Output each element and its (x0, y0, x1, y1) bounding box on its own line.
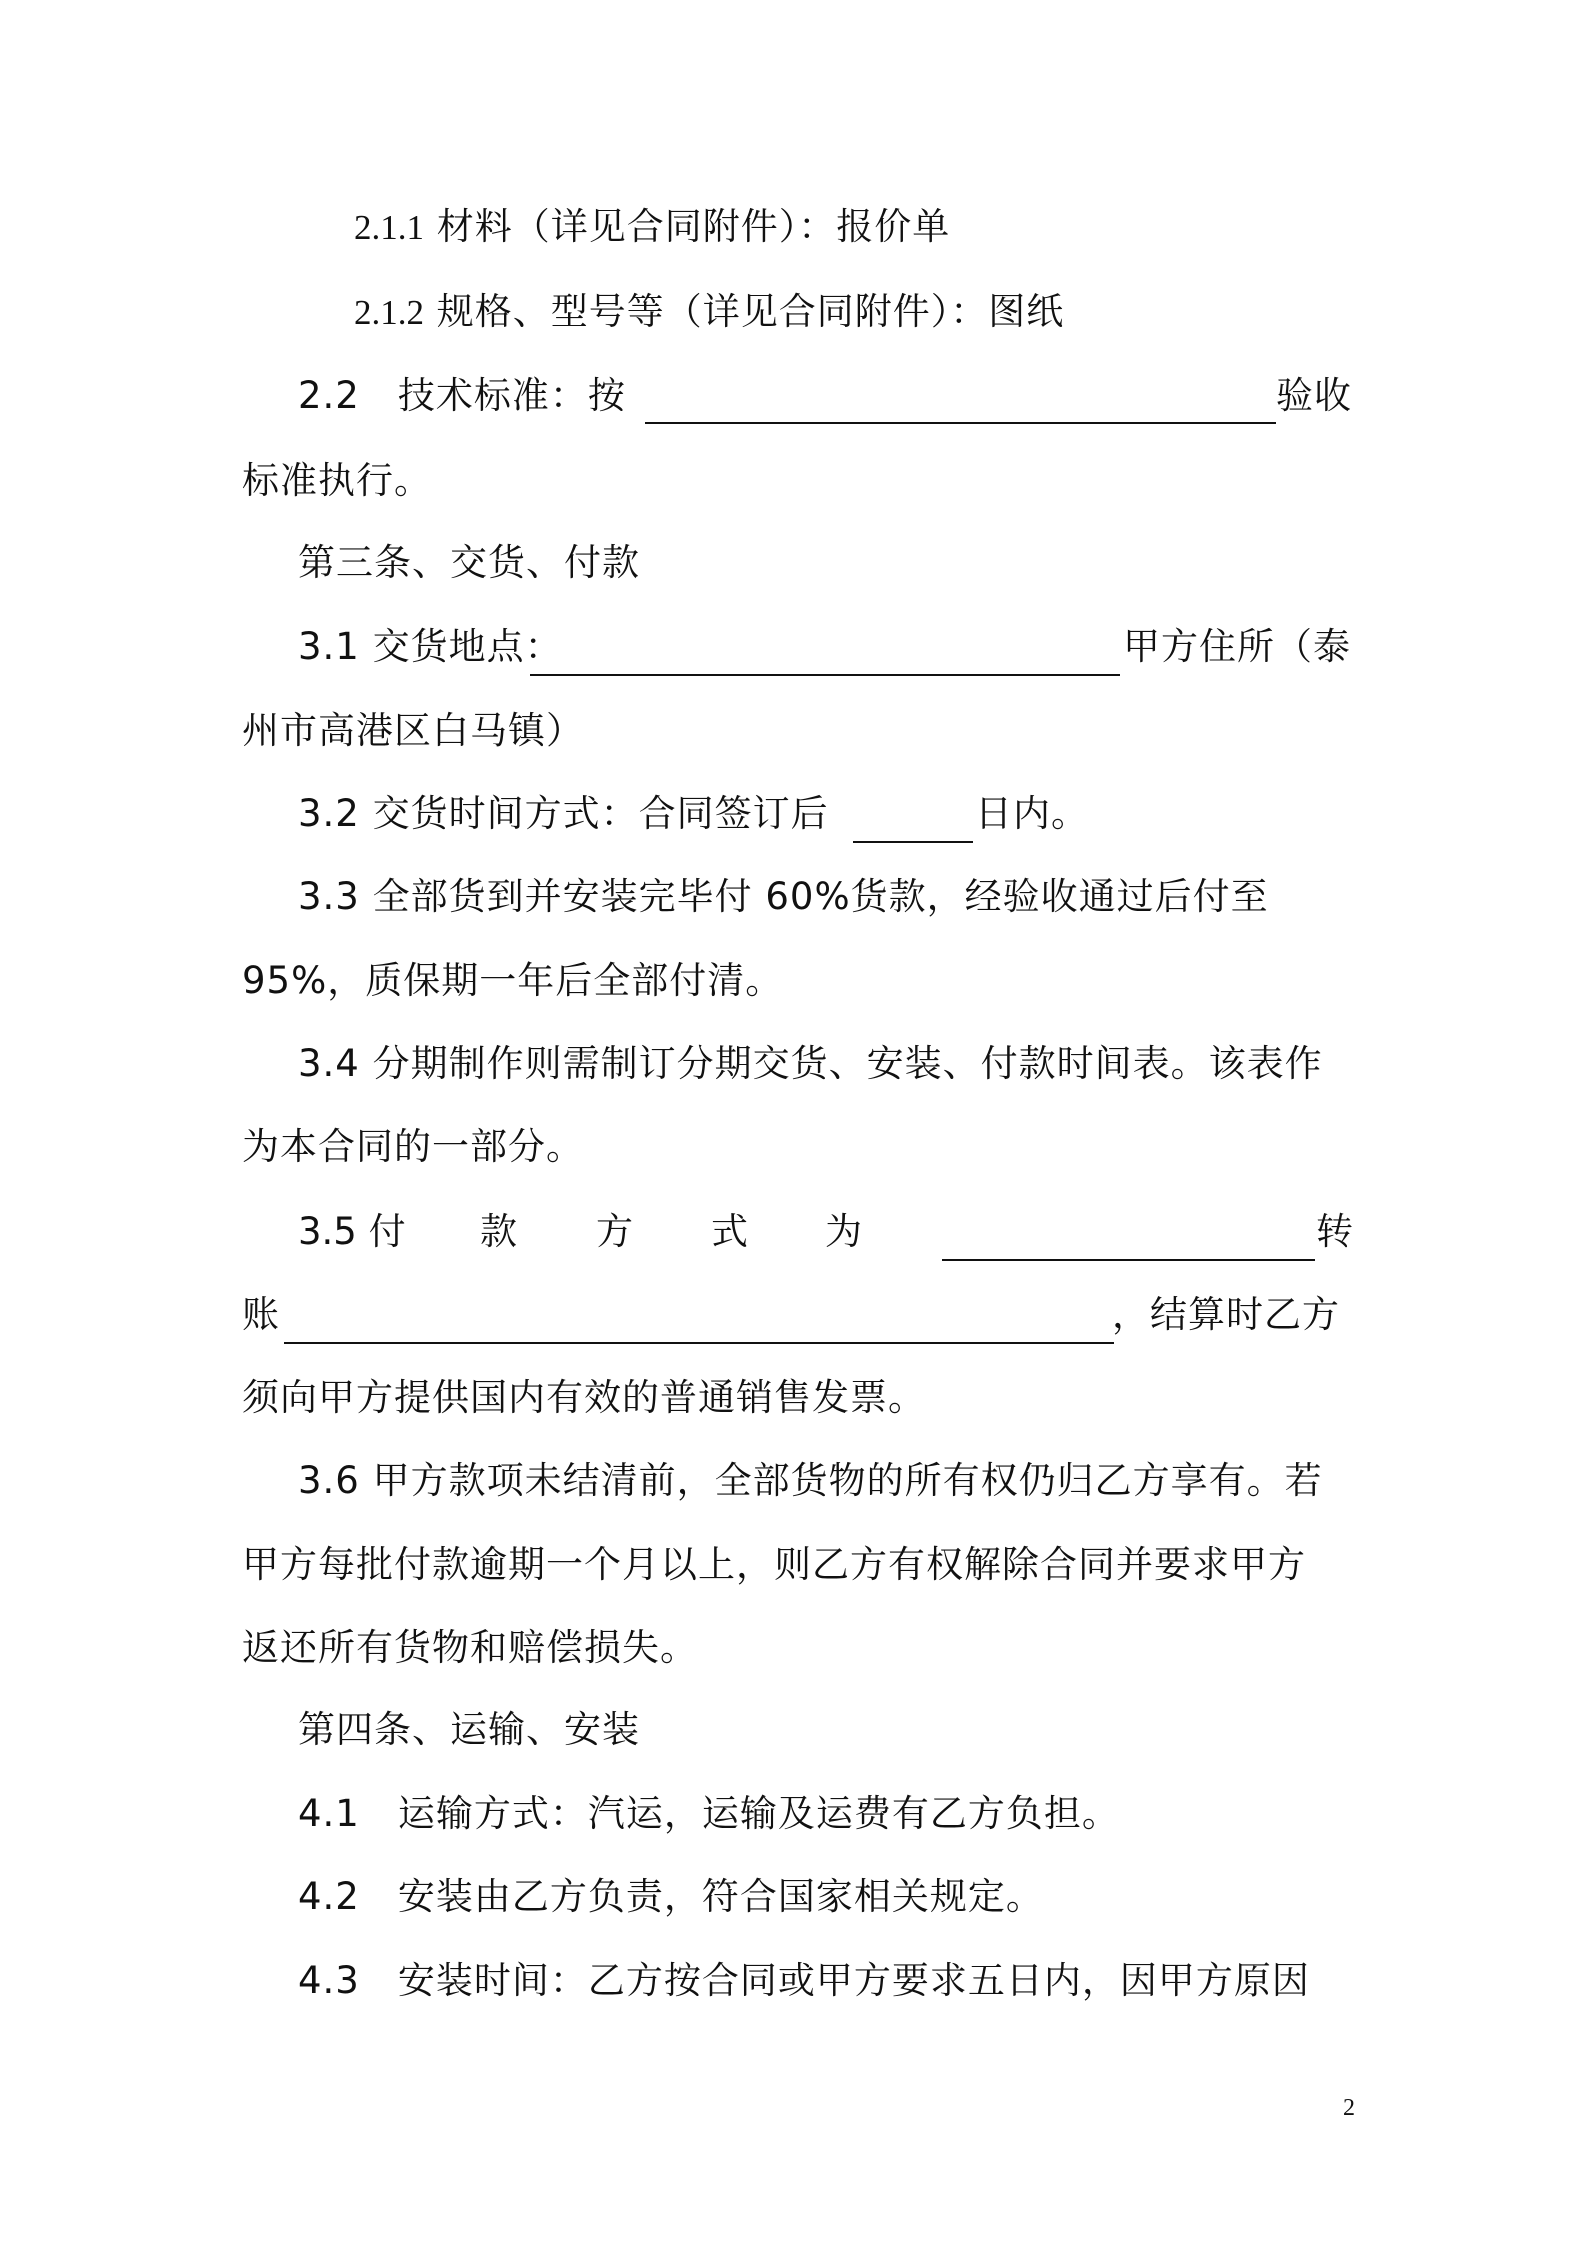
clause-3-6 (298, 1456, 1323, 1506)
clause-text: 3.3 全部货到并安装完毕付 60%货款，经验收通过后付至 (298, 875, 1269, 918)
clause-3-5-word-3: 方 (596, 1210, 633, 1253)
clause-3-3-continued (242, 956, 783, 1006)
clause-2-2 (298, 371, 626, 421)
clause-2-1-2 (354, 287, 1064, 338)
clause-3-6-continued (242, 1540, 1306, 1590)
clause-3-5-continued (242, 1290, 280, 1340)
clause-text: 4.3 安装时间：乙方按合同或甲方要求五日内，因甲方原因 (298, 1959, 1310, 2002)
clause-3-4-continued (242, 1122, 584, 1172)
transfer-account-blank[interactable] (284, 1304, 1114, 1344)
clause-3-5-continued-2 (242, 1373, 926, 1423)
delivery-location-blank[interactable] (530, 636, 1120, 676)
clause-text: 材料（详见合同附件）：报价单 (436, 205, 951, 248)
clause-text: 验收 (1276, 374, 1352, 417)
clause-text: 3.4 分期制作则需制订分期交货、安装、付款时间表。该表作 (298, 1042, 1323, 1085)
clause-text: 甲方住所（泰 (1123, 625, 1351, 668)
clause-2-2-continued (242, 456, 432, 506)
clause-text: 为本合同的一部分。 (242, 1125, 584, 1168)
heading-text: 第四条、运输、安装 (298, 1708, 640, 1751)
clause-3-1 (298, 622, 563, 672)
clause-text: 规格、型号等（详见合同附件）：图纸 (436, 290, 1065, 333)
clause-2-1-1 (354, 202, 950, 253)
clause-text: 95%，质保期一年后全部付清。 (242, 959, 784, 1002)
clause-text: ，结算时乙方 (1112, 1293, 1340, 1336)
clause-4-1 (298, 1789, 1120, 1839)
clause-text: 返还所有货物和赔偿损失。 (242, 1626, 698, 1669)
clause-4-3 (298, 1956, 1310, 2006)
clause-number: 2.1.1 (354, 208, 424, 247)
clause-3-4 (298, 1039, 1323, 1089)
clause-3-1-continued (242, 706, 584, 756)
clause-3-5-word-5: 为 (825, 1210, 862, 1253)
clause-3-1-end (1123, 622, 1351, 672)
clause-4-2 (298, 1872, 1044, 1922)
clause-3-6-continued-2 (242, 1623, 698, 1673)
clause-text: 账 (242, 1293, 280, 1336)
page-number: 2 (1343, 2095, 1355, 2121)
delivery-days-blank[interactable] (853, 803, 973, 843)
clause-text: 甲方每批付款逾期一个月以上，则乙方有权解除合同并要求甲方 (242, 1543, 1306, 1586)
clause-text: 州市高港区白马镇） (242, 709, 584, 752)
clause-text: 4.2 安装由乙方负责，符合国家相关规定。 (298, 1875, 1044, 1918)
clause-3-2 (298, 789, 829, 839)
clause-3-5-continued-end (1112, 1290, 1340, 1340)
clause-text: 3.1 交货地点： (298, 625, 563, 668)
clause-text: 须向甲方提供国内有效的普通销售发票。 (242, 1376, 926, 1419)
article-4-heading (298, 1705, 640, 1755)
clause-text: 2.2 技术标准：按 (298, 374, 626, 417)
clause-3-5-word-2: 款 (480, 1210, 517, 1253)
article-3-heading (298, 538, 640, 588)
clause-text: 标准执行。 (242, 459, 432, 502)
payment-method-blank[interactable] (942, 1221, 1315, 1261)
clause-text: 日内。 (975, 792, 1089, 835)
clause-3-5-word-1: 3.5 付 (298, 1210, 406, 1253)
clause-3-3 (298, 872, 1269, 922)
clause-text: 4.1 运输方式：汽运，运输及运费有乙方负担。 (298, 1792, 1120, 1835)
technical-standard-blank[interactable] (645, 384, 1276, 424)
clause-3-5-word-4: 式 (711, 1210, 748, 1253)
clause-text: 3.6 甲方款项未结清前，全部货物的所有权仍归乙方享有。若 (298, 1459, 1323, 1502)
clause-3-5-word-6: 转 (1316, 1210, 1353, 1253)
clause-number: 2.1.2 (354, 293, 424, 332)
clause-text: 3.2 交货时间方式：合同签订后 (298, 792, 829, 835)
clause-2-2-end (1276, 371, 1352, 421)
clause-3-2-end (975, 789, 1089, 839)
heading-text: 第三条、交货、付款 (298, 541, 640, 584)
